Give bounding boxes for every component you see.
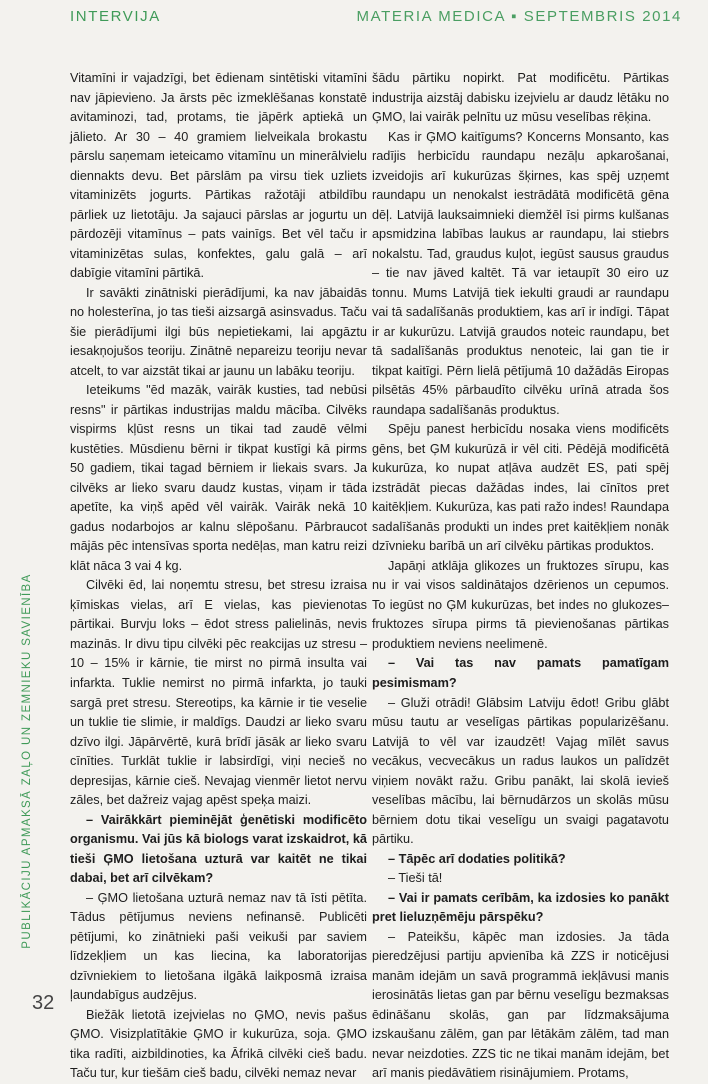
page-number: 32 <box>32 992 55 1014</box>
paragraph: Japāņi atklāja glikozes un fruktozes sīrupu, kas nu ir vai visos saldinātajos dzērienos un cepumos. To iegūst no ĢM kukurūzas, bet indes no glukozes–fruktozes sīrupa pirms tā pievienošanas pārtikas produktiem neviens neelimenē. <box>372 558 669 651</box>
paragraph: – Pateikšu, kāpēc man izdosies. Ja tāda pieredzējusi partiju apvienība kā ZZS ir noticējusi manām idejām un savā programmā iekļāvusi manis ierosinātās lietas gan par bērnu veselīgu bezmaksas ēdināšanu skolās, gan par līdzmaksājuma izskaušanu zālēm, gan par lētākām zālēm, tad man nevar neizdoties. ZZS tic ne tikai manām idejām, bet arī manis piedāvātiem risinājumiem. Protams, <box>372 929 669 1081</box>
interview-question: – Vai ir pamats cerībām, ka izdosies ko panākt pret lieluzņēmēju pārspēku? <box>372 890 669 925</box>
paragraph: – ĢMO lietošana uzturā nemaz nav tā īsti pētīta. Tādus pētījumus neviens nefinansē. Publicēti pētījumi, ko zinātnieki paši veikuši par saviem līdzekļiem un kas liecina, ka laboratorijas dzīvniekiem to lietošana ilgākā laikposmā izraisa ļaundabīgus audzējus. <box>70 890 367 1003</box>
paragraph: Vitamīni ir vajadzīgi, bet ēdienam sintētiski vitamīni nav jāpievieno. Ja ārsts pēc izmeklēšanas konstatē avitaminozi, tad, protams, tie jāpērk aptiekā un jālieto. Ar 30 – 40 gramiem lielveikala brokastu pārslu saņemam ieteicamo vitamīnu un minerālvielu diennakts devu. Bet pārslām pa virsu tiek uzliets vitaminizēts jogurts. Pārtikas ražotāji atbildību pārliek uz lietotāju. Ja sajauci pārslas ar jogurtu un pārdozēji vitamīnus – pats vainīgs. Bet vēl taču ir vitaminizētas sulas, konfektes, galu galā – arī dabīgie vitamīni pārtikā. <box>70 71 367 281</box>
paragraph: Kas ir ĢMO kaitīgums? Koncerns Monsanto, kas radījis herbicīdu raundapu nezāļu apkarošanai, izveidojis arī kukurūzas šķirnes, kas spēj uzņemt raundapu un nenokalst iestrādātā modificētā gēna dēļ. Latvijā lauksaimnieki diemžēl īsi pirms kulšanas apsmidzina labības laukus ar raundapu, lai stiebrs nokalstu. Tad, graudus kuļot, iegūst sausus graudus – tie nav jāved kaltēt. Tā var ietaupīt 30 eiro uz tonnu. Mums Latvijā tiek iekulti graudi ar raundapu vai tā sadalīšanās produktiem, kas arī ir indīgi. Tāpat ir ar kukurūzu. Latvijā graudos noteic raundapu, bet tā sadalīšanās produktus nenoteic, lai gan tie ir tikpat kaitīgi. Pērn lielā pētījumā 10 dažādās Eiropas pilsētās 45% pārbaudīto cilvēku urīnā atrada šos raundapa sadalīšanās produktus. <box>372 129 669 417</box>
paragraph: Ir savākti zinātniski pierādījumi, ka nav jābaidās no holesterīna, jo tas tieši aizsargā asinsvadus. Taču šie pierādījumi ilgi būs nepietiekami, lai apgāztu iesakņojušos teoriju. Zinātnē nepareizu teoriju nevar atcelt, to var aizstāt tikai ar jaunu un labāku teoriju. <box>70 285 367 378</box>
paragraph: Cilvēki ēd, lai noņemtu stresu, bet stresu izraisa ķīmiskas vielas, arī E vielas, kas pievienotas pārtikai. Burvju loks – ēdot stress palielinās, nevis mazinās. Ir divu tipu cilvēki pēc reakcijas uz stresu – 10 – 15% ir kārnie, tie mirst no pirmā insulta vai infarkta. Tuklie nemirst no pirmā infarkta, jo tauki sargā pret stresu. Stereotips, ka kārnie ir tie veselie un tuklie tie slimie, ir maldīgs. Daudzi ar lieko svaru dzīvo ilgi. Jāpārvērtē, kurā brīdī jāsāk ar lieko svaru cīnīties. Turklāt tuklie ir labsirdīgi, viņi necieš no depresijas, kārnie cieš. Nevajag vienmēr lietot nervu zāles, bet dažreiz vajag apēst speķa maizi. <box>70 578 367 808</box>
right-column <box>372 69 669 1084</box>
paragraph: šādu pārtiku nopirkt. Pat modificētu. Pārtikas industrija aizstāj dabisku izejvielu ar daudz lētāku no ĢMO, lai vairāk pelnītu uz mūsu veselības rēķina. <box>372 71 669 125</box>
interview-question: – Tāpēc arī dodaties politikā? <box>388 851 566 866</box>
issue-title: MATERIA MEDICA ▪ SEPTEMBRIS 2014 <box>356 8 682 25</box>
paragraph: – Gluži otrādi! Glābsim Latviju ēdot! Gribu glābt mūsu tautu ar veselīgas pārtikas popularizēšanu. Latvijā to vēl var izaudzēt! Vajag mīlēt savus vecākus, vecvecākus un radus laukos un palīdzēt viņiem novākt ražu. Gribu panākt, lai skolā ievieš veselības mācību, lai bērnudārzos un skolās mūsu bērniem dotu tikai veselīgu un svaigi pagatavotu pārtiku. <box>372 695 669 847</box>
interview-question: – Vairākkārt pieminējāt ģenētiski modificēto organismu. Vai jūs kā biologs varat izskaidrot, kā tieši ĢMO lietošana uzturā var kaitēt ne tikai dabai, bet arī cilvēkam? <box>70 812 367 886</box>
paragraph: Biežāk lietotā izejvielas no ĢMO, nevis pašus ĢMO. Visizplatītākie ĢMO ir kukurūza, soja. ĢMO tika radīti, aizbildinoties, ka Āfrikā cilvēki cieš badu. Taču tur, kur tiešām cieš badu, cilvēki nemaz nevar <box>70 1007 367 1081</box>
paragraph: Spēju panest herbicīdu nosaka viens modificēts gēns, bet ĢM kukurūzā ir vēl citi. Pēdējā modificētā kukurūza, ko nupat atļāva audzēt ES, pati spēj izstrādāt piecas dažādas indes, lai cīnītos pret kaitēkļiem. Kukurūza, kas pati ražo indes! Raundapa sadalīšanās produkti un indes pret kaitēkļiem nonāk dzīvnieku barībā un arī cilvēku pārtikas produktos. <box>372 422 669 554</box>
interview-question: – Vai tas nav pamats pamatīgam pesimismam? <box>372 656 669 690</box>
section-title: INTERVIJA <box>70 8 161 25</box>
sponsor-note: PUBLIKĀCIJU APMAKSĀ ZAĻO UN ZEMNIEKU SAVIENĪBA <box>21 573 33 949</box>
paragraph: Ieteikums "ēd mazāk, vairāk kusties, tad nebūsi resns" ir pārtikas industrijas maldu mācība. Cilvēks vispirms kļūst resns un tikai tad zaudē vēlmi kustēties. Mūsdienu bērni ir tikpat kustīgi kā pirms 50 gadiem, tikai tagad bērniem ir liekais svars. Ja cilvēks ar lieko svaru daudz kustas, viņam ir tāda apetīte, ka viņš apēd vēl vairāk. Vairāk nekā 10 gadus nodarbojos ar kalnu slēpošanu. Pārbraucot mājās pēc intensīvas sporta nedēļas, man katru reizi klāt nāca 3 vai 4 kg. <box>70 383 367 573</box>
paragraph: – Tieši tā! <box>388 871 443 886</box>
left-column <box>70 69 367 1084</box>
